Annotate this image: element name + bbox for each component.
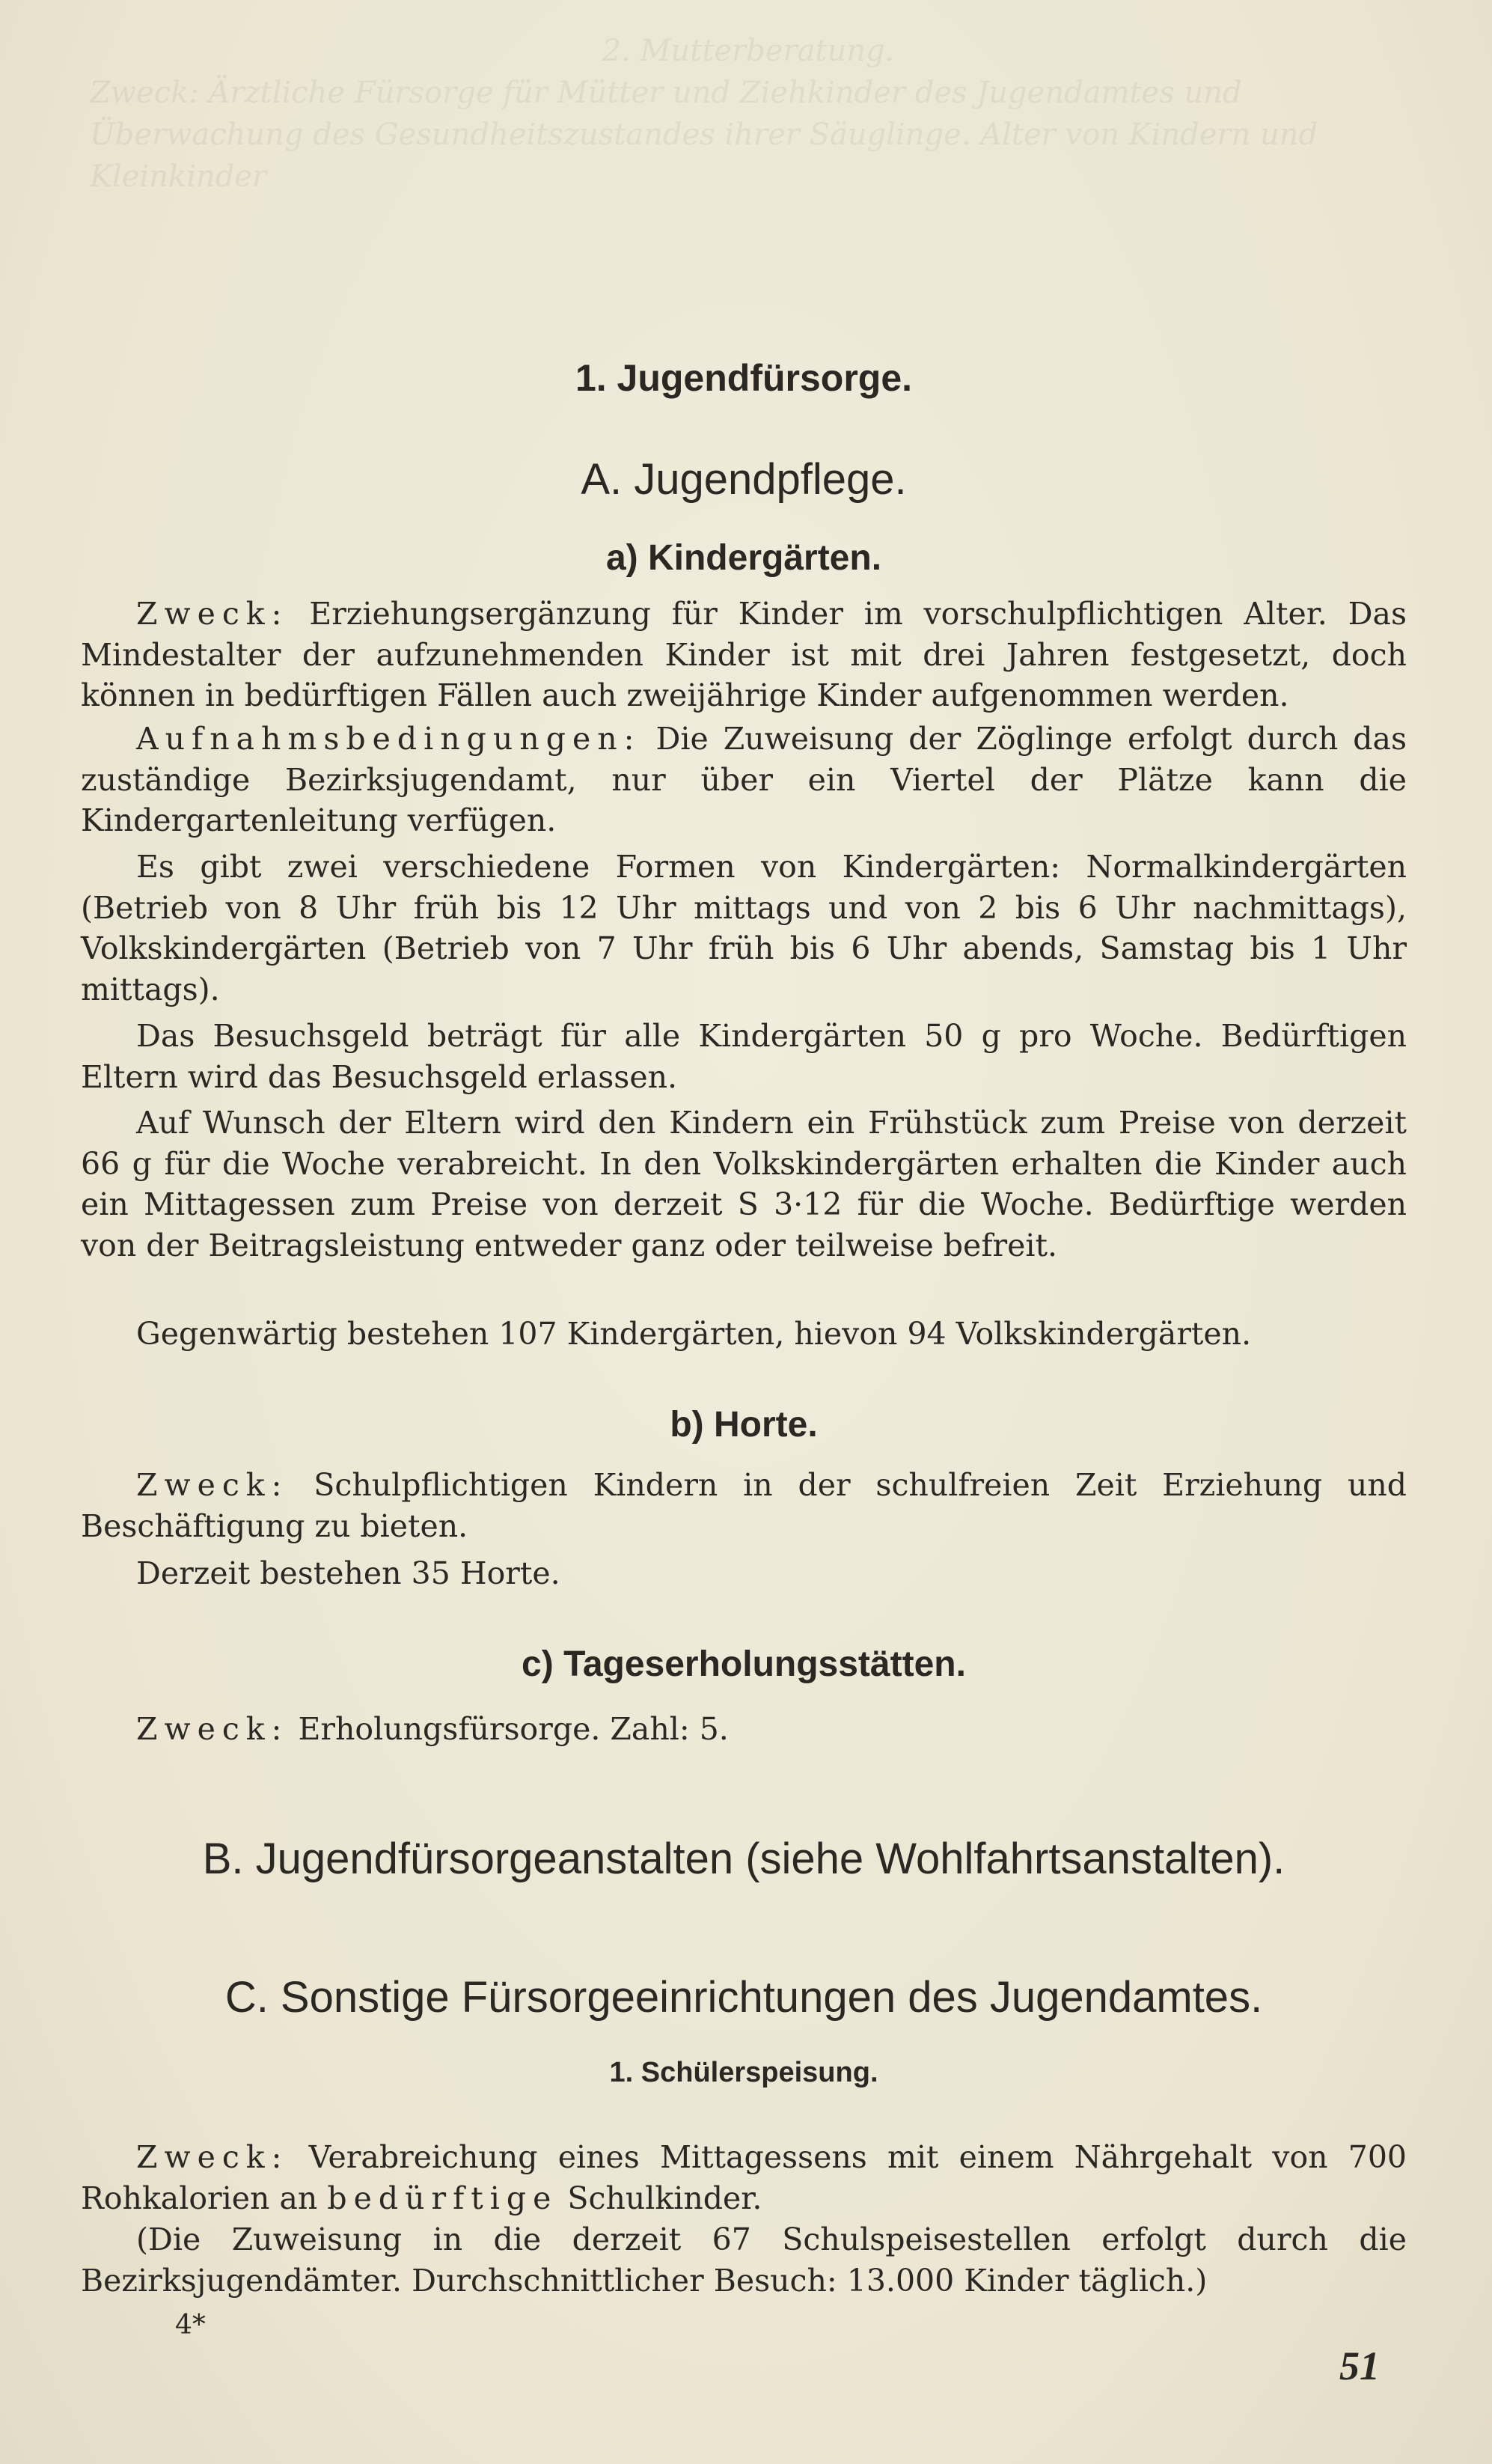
- paragraph-text: Verabreichung eines Mittagessens mit einem Nährgehalt von 700 Rohkalorien an: [81, 2139, 1407, 2216]
- paragraph-text: Schulpflichtigen Kindern in der schulfreien Zeit Erziehung und Beschäftigung zu bieten.: [81, 1467, 1407, 1544]
- schuelerspeisung-zweck: [81, 2137, 1407, 2218]
- paragraph-text: Erziehungsergänzung für Kinder im vorschulpflichtigen Alter. Das Mindestalter der aufzunehmenden Kinder ist mit drei Jahren festgesetzt, doch können in bedürftigen Fällen auch zweijährige Kinder aufgenommen werden.: [81, 596, 1407, 713]
- paragraph-text: Erholungsfürsorge. Zahl: 5.: [288, 1711, 729, 1747]
- page-number: 51: [1339, 2343, 1380, 2388]
- tageserholung-zweck: [81, 1709, 1407, 1750]
- section-b-heading: B. Jugendfürsorgeanstalten (siehe Wohlfahrtsanstalten).: [202, 1835, 1285, 1883]
- paragraph-text: Die Zuweisung der Zöglinge erfolgt durch das zuständige Bezirksjugendamt, nur über ein Viertel der Plätze kann die Kindergartenleitung verfügen.: [81, 721, 1407, 838]
- bleed-line: 2. Mutterberatung.: [602, 34, 895, 68]
- section-a-heading: A. Jugendpflege.: [581, 455, 907, 504]
- section-c-heading: C. Sonstige Fürsorgeeinrichtungen des Jugendamtes.: [224, 1973, 1263, 2022]
- spaced-emphasis: bedürftige: [327, 2180, 558, 2216]
- paragraph-text: Schulkinder.: [557, 2180, 762, 2216]
- schuelerspeisung-zuweisung: (Die Zuweisung in die derzeit 67 Schulspeisestellen erfolgt durch die Bezirksjugendämter. Durchschnittlicher Besuch: 13.000 Kinder täglich.): [81, 2221, 1407, 2299]
- horte-anzahl: Derzeit bestehen 35 Horte.: [136, 1555, 560, 1591]
- bleed-through-text: [90, 30, 1407, 344]
- spaced-label: Aufnahmsbedingungen:: [136, 721, 641, 757]
- kindergarten-aufnahme: [81, 719, 1407, 841]
- subsection-b-heading: b) Horte.: [670, 1405, 818, 1445]
- kindergarten-zweck: [81, 594, 1407, 716]
- kindergarten-anzahl: Gegenwärtig bestehen 107 Kindergärten, hievon 94 Volkskindergärten.: [136, 1316, 1252, 1352]
- spaced-label: Zweck:: [136, 1467, 289, 1503]
- kindergarten-fruehstueck: Auf Wunsch der Eltern wird den Kindern ein Frühstück zum Preise von derzeit 66 g für die Woche verabreicht. In den Volkskindergärten erhalten die Kinder auch ein Mittagessen zum Preise von derzeit S 3·12 für die Woche. Bedürftige werden von der Beitragsleistung entweder ganz oder teilweise befreit.: [81, 1105, 1407, 1263]
- spaced-label: Zweck:: [136, 1711, 289, 1747]
- bleed-line: Zweck: Ärztliche Fürsorge für Mütter und Ziehkinder des Jugendamtes und: [90, 76, 1242, 110]
- chapter-heading: 1. Jugendfürsorge.: [575, 357, 913, 399]
- spaced-label: Zweck:: [136, 596, 289, 632]
- signature-mark: 4*: [175, 2310, 206, 2341]
- subsection-c1-heading: 1. Schülerspeisung.: [609, 2057, 878, 2088]
- kindergarten-besuchsgeld: Das Besuchsgeld beträgt für alle Kindergärten 50 g pro Woche. Bedürftigen Eltern wird das Besuchsgeld erlassen.: [81, 1018, 1407, 1095]
- horte-zweck: [81, 1465, 1407, 1546]
- subsection-c-heading: c) Tageserholungsstätten.: [522, 1644, 966, 1684]
- bleed-line: Überwachung des Gesundheitszustandes ihrer Säuglinge. Alter von Kindern und Kleinkinder: [90, 118, 1318, 194]
- spaced-label: Zweck:: [136, 2139, 289, 2175]
- kindergarten-formen: Es gibt zwei verschiedene Formen von Kindergärten: Normalkindergärten (Betrieb von 8 Uhr früh bis 12 Uhr mittags und von 2 bis 6 Uhr nachmittags), Volkskindergärten (Betrieb von 7 Uhr früh bis 6 Uhr abends, Samstag bis 1 Uhr mittags).: [81, 849, 1407, 1007]
- subsection-a-heading: a) Kindergärten.: [605, 538, 882, 578]
